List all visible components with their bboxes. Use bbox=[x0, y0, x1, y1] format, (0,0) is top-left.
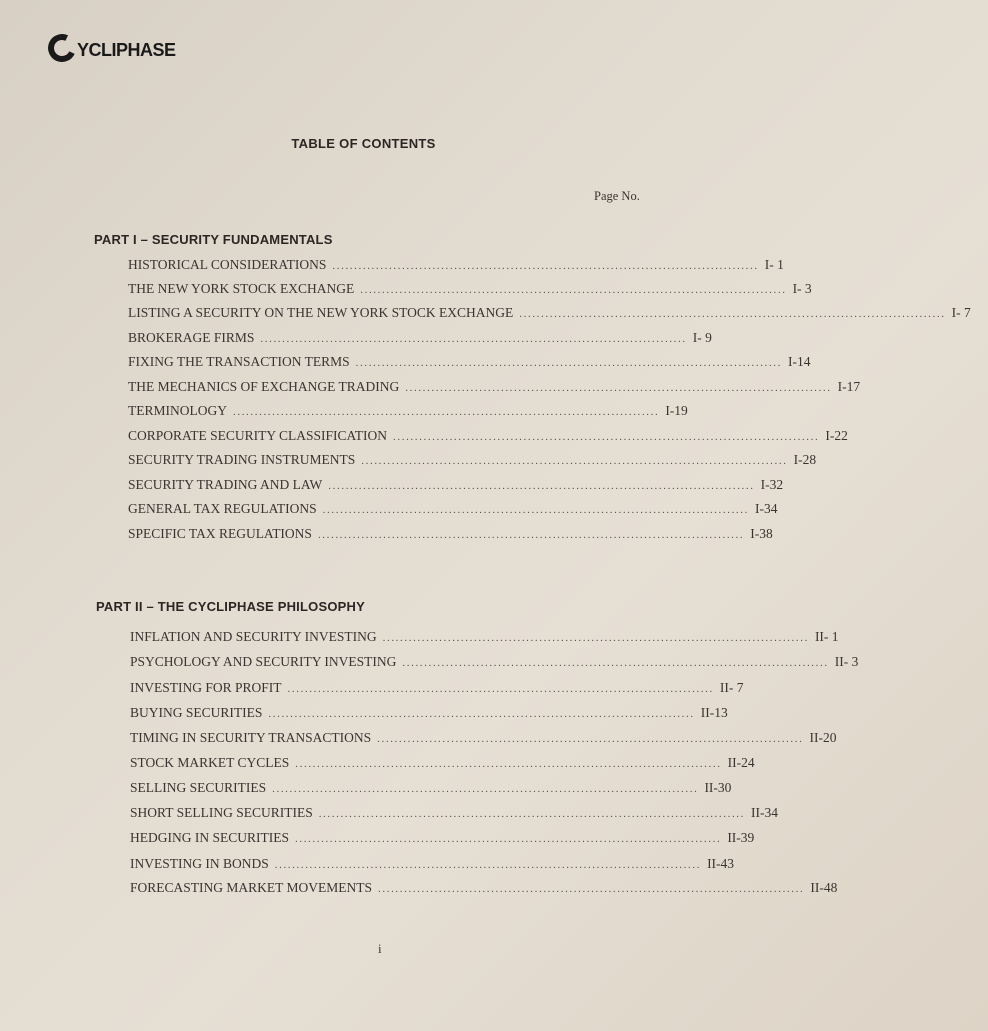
toc-entry-page: I-38 bbox=[750, 526, 773, 541]
dot-leader: .................................................................................................. bbox=[295, 758, 722, 770]
toc-entry bbox=[130, 629, 839, 645]
toc-entry-title: FIXING THE TRANSACTION TERMS bbox=[128, 354, 350, 369]
toc-entry-title: GENERAL TAX REGULATIONS bbox=[128, 501, 317, 516]
toc-entry bbox=[130, 856, 735, 872]
dot-leader: .................................................................................................. bbox=[274, 859, 702, 871]
toc-entry-page: I- 1 bbox=[764, 257, 784, 272]
part-ii-heading: PART II – THE CYCLIPHASE PHILOSOPHY bbox=[96, 599, 365, 614]
toc-entry bbox=[130, 730, 837, 746]
toc-entry-title: BROKERAGE FIRMS bbox=[128, 330, 255, 345]
toc-entry-title: SECURITY TRADING INSTRUMENTS bbox=[128, 452, 356, 467]
toc-entry bbox=[130, 755, 755, 771]
dot-leader: .................................................................................................. bbox=[377, 733, 804, 745]
toc-entry-page: I- 7 bbox=[951, 305, 971, 320]
page-title: TABLE OF CONTENTS bbox=[291, 136, 436, 151]
toc-entry bbox=[128, 379, 861, 395]
logo-c-mark-icon bbox=[44, 30, 80, 66]
dot-leader: .................................................................................................. bbox=[360, 284, 787, 296]
dot-leader: .................................................................................................. bbox=[318, 808, 746, 820]
toc-entry bbox=[130, 780, 732, 796]
toc-entry bbox=[130, 880, 838, 896]
toc-entry bbox=[128, 526, 773, 542]
toc-entry-page: II-13 bbox=[700, 705, 728, 720]
toc-entry-page: I-28 bbox=[793, 452, 817, 467]
toc-entry-title: HISTORICAL CONSIDERATIONS bbox=[128, 257, 327, 272]
dot-leader: .................................................................................................. bbox=[260, 333, 687, 345]
toc-entry-title: HEDGING IN SECURITIES bbox=[130, 830, 289, 845]
toc-entry-page: I-19 bbox=[665, 403, 688, 418]
toc-entry bbox=[128, 428, 848, 444]
dot-leader: .................................................................................................. bbox=[332, 260, 759, 272]
toc-entry-title: SELLING SECURITIES bbox=[130, 780, 267, 795]
toc-entry-page: II-34 bbox=[751, 805, 779, 820]
dot-leader: .................................................................................................. bbox=[317, 529, 745, 541]
toc-entry-page: I-17 bbox=[837, 379, 861, 394]
toc-entry bbox=[128, 452, 817, 468]
dot-leader: .................................................................................................. bbox=[268, 708, 695, 720]
toc-entry-page: I-34 bbox=[754, 501, 778, 516]
toc-entry-page: II- 1 bbox=[814, 629, 839, 644]
toc-entry-page: II-39 bbox=[727, 830, 755, 845]
dot-leader: .................................................................................................. bbox=[393, 431, 820, 443]
toc-entry bbox=[128, 501, 778, 517]
toc-entry bbox=[130, 705, 728, 721]
toc-entry-page: I- 3 bbox=[792, 281, 812, 296]
toc-entry-page: II-48 bbox=[810, 880, 838, 895]
toc-entry-page: II-24 bbox=[727, 755, 755, 770]
toc-entry bbox=[130, 654, 859, 670]
toc-entry-title: TERMINOLOGY bbox=[128, 403, 227, 418]
toc-entry-title: SECURITY TRADING AND LAW bbox=[128, 477, 323, 492]
toc-entry-title: SPECIFIC TAX REGULATIONS bbox=[128, 526, 312, 541]
toc-entry-title: THE MECHANICS OF EXCHANGE TRADING bbox=[128, 379, 400, 394]
toc-entry-page: II-30 bbox=[704, 780, 732, 795]
toc-entry-title: INVESTING IN BONDS bbox=[130, 856, 269, 871]
dot-leader: .................................................................................................. bbox=[322, 504, 749, 516]
toc-entry-page: I-14 bbox=[787, 354, 811, 369]
toc-entry bbox=[128, 257, 784, 273]
toc-entry-page: II-20 bbox=[809, 730, 837, 745]
toc-entry-title: LISTING A SECURITY ON THE NEW YORK STOCK EXCHANGE bbox=[128, 305, 514, 320]
toc-entry-title: STOCK MARKET CYCLES bbox=[130, 755, 290, 770]
toc-entry bbox=[128, 403, 688, 419]
toc-entry-page: II- 7 bbox=[719, 680, 744, 695]
logo-text: YCLIPHASE bbox=[77, 39, 176, 60]
dot-leader: .................................................................................................. bbox=[272, 783, 699, 795]
dot-leader: .................................................................................................. bbox=[405, 382, 832, 394]
toc-entry-page: II- 3 bbox=[834, 654, 859, 669]
dot-leader: .................................................................................................. bbox=[295, 833, 722, 845]
cycliphase-logo bbox=[48, 32, 176, 64]
dot-leader: .................................................................................................. bbox=[233, 406, 660, 418]
toc-entry bbox=[130, 805, 779, 821]
dot-leader: .................................................................................................. bbox=[519, 308, 946, 320]
toc-entry-page: I-32 bbox=[760, 477, 784, 492]
dot-leader: .................................................................................................. bbox=[355, 357, 782, 369]
toc-entry-page: I- 9 bbox=[692, 330, 712, 345]
toc-entry-title: THE NEW YORK STOCK EXCHANGE bbox=[128, 281, 355, 296]
page-no-column-label: Page No. bbox=[594, 189, 640, 203]
toc-entry bbox=[128, 477, 784, 493]
toc-entry-title: INVESTING FOR PROFIT bbox=[130, 680, 282, 695]
page-number: i bbox=[378, 941, 382, 956]
toc-entry-title: BUYING SECURITIES bbox=[130, 705, 263, 720]
toc-entry-page: I-22 bbox=[825, 428, 848, 443]
toc-entry bbox=[130, 830, 755, 846]
toc-entry-title: SHORT SELLING SECURITIES bbox=[130, 805, 313, 820]
toc-entry bbox=[130, 680, 744, 696]
part-i-heading: PART I – SECURITY FUNDAMENTALS bbox=[94, 232, 333, 247]
dot-leader: .................................................................................................. bbox=[378, 883, 805, 895]
toc-entry-title: CORPORATE SECURITY CLASSIFICATION bbox=[128, 428, 388, 443]
toc-entry bbox=[128, 330, 712, 346]
dot-leader: .................................................................................................. bbox=[328, 480, 755, 492]
toc-entry-title: TIMING IN SECURITY TRANSACTIONS bbox=[130, 730, 372, 745]
dot-leader: .................................................................................................. bbox=[402, 657, 829, 669]
toc-entry bbox=[128, 354, 811, 370]
toc-entry-title: FORECASTING MARKET MOVEMENTS bbox=[130, 880, 373, 895]
toc-entry bbox=[128, 281, 812, 297]
toc-entry-title: INFLATION AND SECURITY INVESTING bbox=[130, 629, 377, 644]
toc-entry-page: II-43 bbox=[707, 856, 735, 871]
dot-leader: .................................................................................................. bbox=[361, 455, 788, 467]
dot-leader: .................................................................................................. bbox=[287, 683, 714, 695]
toc-entry-title: PSYCHOLOGY AND SECURITY INVESTING bbox=[130, 654, 397, 669]
toc-entry bbox=[128, 305, 971, 321]
dot-leader: .................................................................................................. bbox=[382, 632, 809, 644]
